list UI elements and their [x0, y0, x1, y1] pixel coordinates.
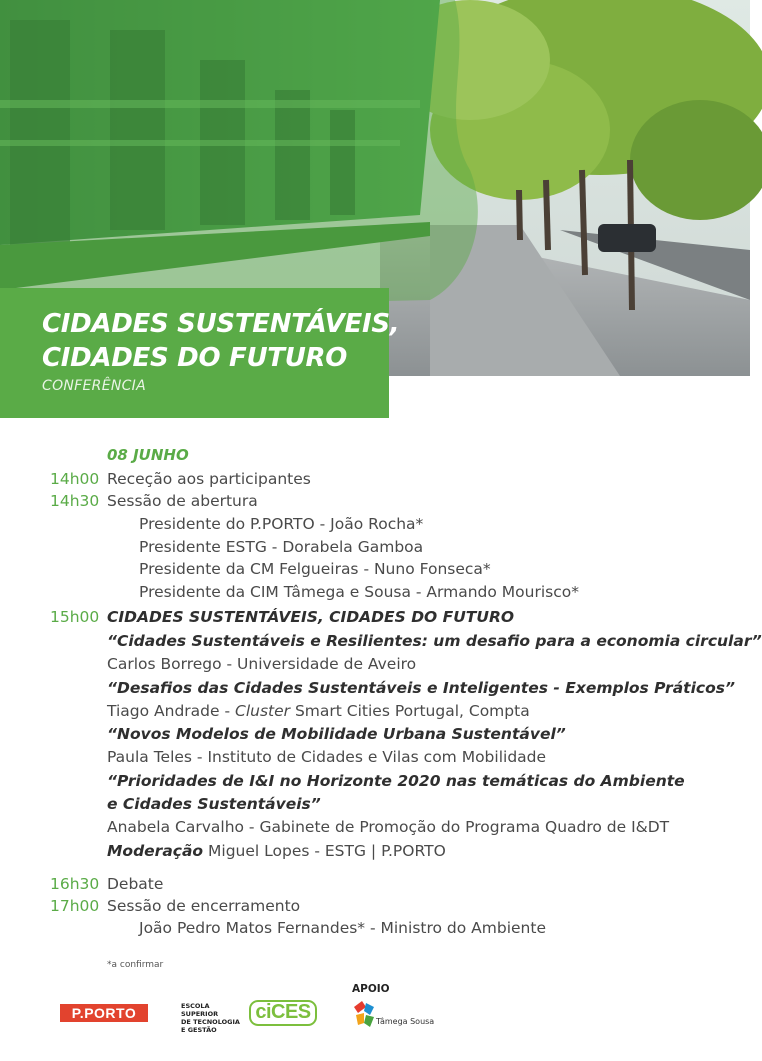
estg-line: DE TECNOLOGIA	[181, 1018, 240, 1026]
estg-logo	[181, 1002, 241, 1034]
page-title-line-1: CIDADES SUSTENTÁVEIS,	[42, 309, 400, 339]
session-title: CIDADES SUSTENTÁVEIS, CIDADES DO FUTURO	[107, 608, 515, 626]
talk-title: “Novos Modelos de Mobilidade Urbana Sustentável”	[107, 725, 566, 743]
program-text: João Pedro Matos Fernandes* - Ministro do Ambiente	[139, 919, 546, 937]
estg-line: E GESTÃO	[181, 1026, 217, 1034]
program-text: Sessão de encerramento	[107, 897, 301, 915]
estg-line: SUPERIOR	[181, 1010, 219, 1018]
program-time: 17h00	[50, 897, 100, 915]
program-text: Debate	[107, 875, 164, 893]
cices-logo: ciCES	[249, 1000, 317, 1026]
estg-line: ESCOLA	[181, 1002, 210, 1010]
program-time: 15h00	[50, 608, 100, 626]
talk-title: “Desafios das Cidades Sustentáveis e Inteligentes - Exemplos Práticos”	[107, 679, 735, 697]
program-text: Presidente ESTG - Dorabela Gamboa	[139, 538, 424, 556]
talk-title: “Cidades Sustentáveis e Resilientes: um desafio para a economia circular”	[107, 632, 762, 650]
program-time: 16h30	[50, 875, 100, 893]
speaker: Anabela Carvalho - Gabinete de Promoção do Programa Quadro de I&DT	[107, 818, 670, 836]
moderator	[107, 841, 446, 861]
speaker-name: Tiago Andrade -	[107, 702, 236, 720]
speaker: Paula Teles - Instituto de Cidades e Vilas com Mobilidade	[107, 748, 547, 766]
speaker	[107, 701, 530, 721]
talk-title: “Prioridades de I&I no Horizonte 2020 nas temáticas do Ambiente	[107, 772, 685, 790]
title-banner	[0, 288, 400, 418]
tamega-sousa-label: Tâmega Sousa	[376, 1017, 435, 1026]
program-text: Presidente da CIM Tâmega e Sousa - Armando Mourisco*	[139, 583, 579, 601]
speaker-org-em: Cluster	[235, 702, 291, 720]
page-title-line-2: CIDADES DO FUTURO	[42, 343, 348, 373]
header-photo	[0, 0, 750, 394]
program-time: 14h30	[50, 492, 100, 510]
pporto-logo: P.PORTO	[60, 1004, 148, 1022]
tamega-sousa-icon	[352, 999, 378, 1029]
program-text: Presidente do P.PORTO - João Rocha*	[139, 515, 424, 533]
speaker-org: Smart Cities Portugal, Compta	[290, 702, 530, 720]
program-time: 14h00	[50, 470, 100, 488]
program-text: Receção aos participantes	[107, 470, 311, 488]
moderator-name: Miguel Lopes - ESTG | P.PORTO	[203, 842, 446, 860]
talk-title: e Cidades Sustentáveis”	[107, 795, 321, 813]
event-date: 08 JUNHO	[107, 446, 189, 464]
program-text: Sessão de abertura	[107, 492, 258, 510]
moderator-label: Moderação	[107, 842, 204, 860]
apoio-label: APOIO	[352, 983, 390, 995]
footnote: *a confirmar	[107, 960, 164, 970]
program-text: Presidente da CM Felgueiras - Nuno Fonseca*	[139, 560, 491, 578]
page-subtitle: CONFERÊNCIA	[42, 378, 146, 394]
speaker: Carlos Borrego - Universidade de Aveiro	[107, 655, 417, 673]
